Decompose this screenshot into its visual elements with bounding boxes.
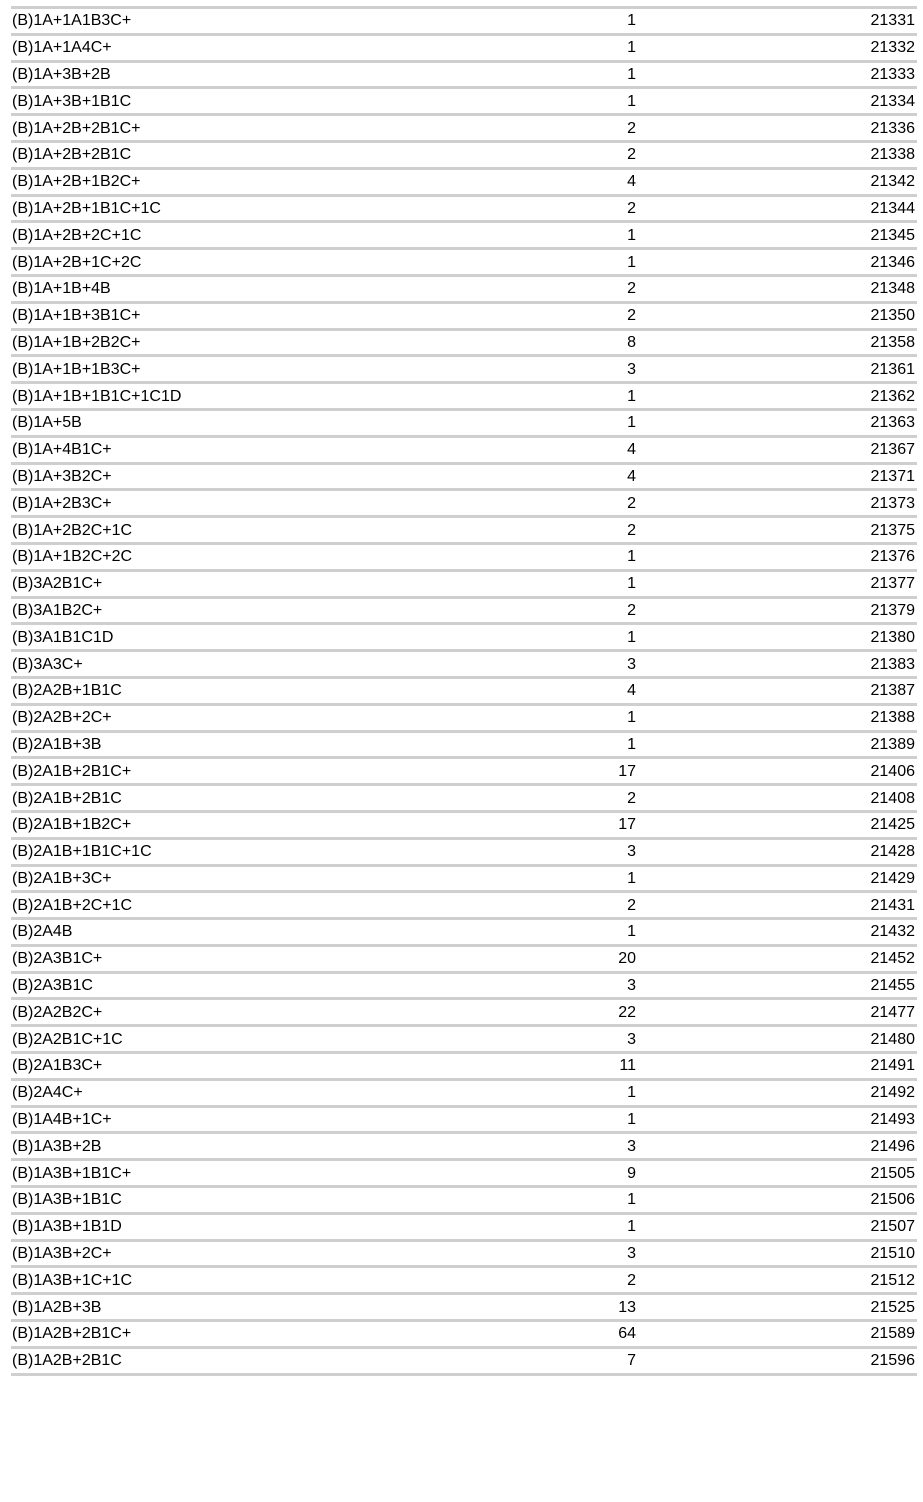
table-row <box>11 1134 917 1161</box>
code-cell: (B)2A3B1C <box>12 977 93 995</box>
table-row <box>11 1161 917 1188</box>
code-cell: (B)3A2B1C+ <box>12 575 103 593</box>
code-cell: (B)1A+2B+2B1C+ <box>12 119 141 137</box>
cumulative-cell: 21387 <box>870 682 915 700</box>
cumulative-cell: 21346 <box>870 253 915 271</box>
count-cell: 4 <box>627 467 636 485</box>
count-cell: 1 <box>627 65 636 83</box>
cumulative-cell: 21377 <box>870 575 915 593</box>
table-row <box>11 1322 917 1349</box>
cumulative-cell: 21380 <box>870 628 915 646</box>
table-row <box>11 1188 917 1215</box>
code-cell: (B)2A2B1C+1C <box>12 1030 123 1048</box>
count-cell: 20 <box>618 950 636 968</box>
code-cell: (B)2A3B1C+ <box>12 950 103 968</box>
table-row <box>11 63 917 90</box>
code-cell: (B)1A+1A4C+ <box>12 39 112 57</box>
count-cell: 64 <box>618 1325 636 1343</box>
cumulative-cell: 21334 <box>870 92 915 110</box>
count-cell: 2 <box>627 521 636 539</box>
table-row <box>11 411 917 438</box>
count-cell: 22 <box>618 1003 636 1021</box>
count-cell: 4 <box>627 173 636 191</box>
code-cell: (B)1A+2B2C+1C <box>12 521 133 539</box>
count-cell: 1 <box>627 1111 636 1129</box>
cumulative-cell: 21428 <box>870 843 915 861</box>
cumulative-cell: 21496 <box>870 1137 915 1155</box>
count-cell: 2 <box>627 789 636 807</box>
cumulative-cell: 21506 <box>870 1191 915 1209</box>
count-cell: 2 <box>627 199 636 217</box>
cumulative-cell: 21477 <box>870 1003 915 1021</box>
count-cell: 11 <box>619 1057 636 1075</box>
cumulative-cell: 21333 <box>870 65 915 83</box>
table-row <box>11 89 917 116</box>
table-row <box>11 384 917 411</box>
count-cell: 17 <box>618 816 636 834</box>
count-cell: 1 <box>627 12 636 30</box>
code-cell: (B)1A+1B2C+2C <box>12 548 133 566</box>
cumulative-cell: 21425 <box>870 816 915 834</box>
cumulative-cell: 21371 <box>870 467 915 485</box>
code-cell: (B)1A+1B+2B2C+ <box>12 333 141 351</box>
table-row <box>11 599 917 626</box>
table-row <box>11 438 917 465</box>
count-cell: 1 <box>627 709 636 727</box>
code-cell: (B)2A1B+1B1C+1C <box>12 843 152 861</box>
count-cell: 1 <box>627 39 636 57</box>
table-row <box>11 143 917 170</box>
count-cell: 7 <box>627 1352 636 1370</box>
cumulative-cell: 21350 <box>870 307 915 325</box>
code-cell: (B)1A2B+2B1C+ <box>12 1325 132 1343</box>
table-row <box>11 813 917 840</box>
code-cell: (B)2A1B+2C+1C <box>12 896 133 914</box>
count-cell: 3 <box>627 843 636 861</box>
cumulative-cell: 21336 <box>870 119 915 137</box>
cumulative-cell: 21452 <box>870 950 915 968</box>
cumulative-cell: 21376 <box>870 548 915 566</box>
table-row <box>11 170 917 197</box>
cumulative-cell: 21491 <box>870 1057 915 1075</box>
count-cell: 1 <box>627 923 636 941</box>
cumulative-cell: 21375 <box>870 521 915 539</box>
count-cell: 1 <box>627 575 636 593</box>
count-cell: 2 <box>627 601 636 619</box>
table-row <box>11 331 917 358</box>
code-cell: (B)1A+4B1C+ <box>12 441 112 459</box>
count-cell: 1 <box>627 628 636 646</box>
code-cell: (B)1A+2B3C+ <box>12 494 112 512</box>
table-row <box>11 1000 917 1027</box>
cumulative-cell: 21342 <box>870 173 915 191</box>
code-cell: (B)1A+1A1B3C+ <box>12 12 132 30</box>
table-row <box>11 840 917 867</box>
code-cell: (B)2A1B+2B1C <box>12 789 122 807</box>
cumulative-cell: 21408 <box>870 789 915 807</box>
cumulative-cell: 21367 <box>870 441 915 459</box>
table-row <box>11 920 917 947</box>
data-table <box>11 6 917 1376</box>
count-cell: 1 <box>627 1084 636 1102</box>
table-row <box>11 197 917 224</box>
code-cell: (B)2A2B+1B1C <box>12 682 122 700</box>
table-row <box>11 545 917 572</box>
count-cell: 1 <box>627 548 636 566</box>
code-cell: (B)1A+2B+1C+2C <box>12 253 142 271</box>
code-cell: (B)1A2B+3B <box>12 1298 102 1316</box>
code-cell: (B)1A+1B+4B <box>12 280 111 298</box>
code-cell: (B)2A2B+2C+ <box>12 709 112 727</box>
code-cell: (B)2A1B+3C+ <box>12 869 112 887</box>
table-row <box>11 491 917 518</box>
cumulative-cell: 21589 <box>870 1325 915 1343</box>
table-row <box>11 36 917 63</box>
count-cell: 1 <box>627 253 636 271</box>
table-row <box>11 572 917 599</box>
code-cell: (B)2A1B3C+ <box>12 1057 103 1075</box>
cumulative-cell: 21345 <box>870 226 915 244</box>
count-cell: 1 <box>627 869 636 887</box>
code-cell: (B)1A+3B2C+ <box>12 467 112 485</box>
cumulative-cell: 21331 <box>870 12 915 30</box>
cumulative-cell: 21429 <box>870 869 915 887</box>
cumulative-cell: 21493 <box>870 1111 915 1129</box>
table-row <box>11 679 917 706</box>
cumulative-cell: 21338 <box>870 146 915 164</box>
count-cell: 13 <box>618 1298 636 1316</box>
cumulative-cell: 21596 <box>870 1352 915 1370</box>
table-row <box>11 974 917 1001</box>
count-cell: 2 <box>627 280 636 298</box>
cumulative-cell: 21373 <box>870 494 915 512</box>
table-row <box>11 1081 917 1108</box>
count-cell: 1 <box>627 1191 636 1209</box>
table-row <box>11 9 917 36</box>
code-cell: (B)1A4B+1C+ <box>12 1111 112 1129</box>
cumulative-cell: 21332 <box>870 39 915 57</box>
count-cell: 2 <box>627 896 636 914</box>
count-cell: 4 <box>627 441 636 459</box>
code-cell: (B)1A+3B+2B <box>12 65 111 83</box>
count-cell: 9 <box>627 1164 636 1182</box>
cumulative-cell: 21505 <box>870 1164 915 1182</box>
cumulative-cell: 21507 <box>870 1218 915 1236</box>
cumulative-cell: 21406 <box>870 762 915 780</box>
code-cell: (B)1A2B+2B1C <box>12 1352 122 1370</box>
count-cell: 2 <box>627 307 636 325</box>
table-row <box>11 1268 917 1295</box>
code-cell: (B)1A+2B+2C+1C <box>12 226 142 244</box>
cumulative-cell: 21358 <box>870 333 915 351</box>
table-row <box>11 357 917 384</box>
table-row <box>11 250 917 277</box>
cumulative-cell: 21389 <box>870 735 915 753</box>
code-cell: (B)1A3B+1B1C+ <box>12 1164 132 1182</box>
table-row <box>11 1242 917 1269</box>
count-cell: 3 <box>627 1137 636 1155</box>
table-row <box>11 223 917 250</box>
count-cell: 8 <box>627 333 636 351</box>
table-row <box>11 518 917 545</box>
count-cell: 2 <box>627 494 636 512</box>
cumulative-cell: 21432 <box>870 923 915 941</box>
cumulative-cell: 21525 <box>870 1298 915 1316</box>
table-row <box>11 786 917 813</box>
count-cell: 1 <box>627 414 636 432</box>
code-cell: (B)1A+1B+3B1C+ <box>12 307 141 325</box>
table-row <box>11 867 917 894</box>
code-cell: (B)1A+2B+2B1C <box>12 146 132 164</box>
cumulative-cell: 21361 <box>870 360 915 378</box>
count-cell: 2 <box>627 119 636 137</box>
count-cell: 3 <box>627 360 636 378</box>
cumulative-cell: 21510 <box>870 1245 915 1263</box>
count-cell: 1 <box>627 1218 636 1236</box>
code-cell: (B)1A+2B+1B1C+1C <box>12 199 161 217</box>
code-cell: (B)2A1B+2B1C+ <box>12 762 132 780</box>
cumulative-cell: 21348 <box>870 280 915 298</box>
count-cell: 3 <box>627 977 636 995</box>
cumulative-cell: 21492 <box>870 1084 915 1102</box>
code-cell: (B)1A+1B+1B3C+ <box>12 360 141 378</box>
table-row <box>11 733 917 760</box>
table-row <box>11 893 917 920</box>
code-cell: (B)1A3B+2B <box>12 1137 102 1155</box>
count-cell: 2 <box>627 1271 636 1289</box>
table-row <box>11 1215 917 1242</box>
table-row <box>11 759 917 786</box>
code-cell: (B)2A4B <box>12 923 73 941</box>
count-cell: 1 <box>627 226 636 244</box>
table-row <box>11 1108 917 1135</box>
code-cell: (B)1A3B+1B1D <box>12 1218 122 1236</box>
cumulative-cell: 21455 <box>870 977 915 995</box>
table-row <box>11 465 917 492</box>
cumulative-cell: 21480 <box>870 1030 915 1048</box>
table-row <box>11 652 917 679</box>
code-cell: (B)1A+3B+1B1C <box>12 92 132 110</box>
code-cell: (B)2A4C+ <box>12 1084 83 1102</box>
cumulative-cell: 21362 <box>870 387 915 405</box>
code-cell: (B)2A1B+3B <box>12 735 102 753</box>
table-row <box>11 625 917 652</box>
cumulative-cell: 21512 <box>870 1271 915 1289</box>
count-cell: 1 <box>627 735 636 753</box>
count-cell: 3 <box>627 1030 636 1048</box>
count-cell: 3 <box>627 1245 636 1263</box>
table-row <box>11 1349 917 1376</box>
table-row <box>11 1054 917 1081</box>
code-cell: (B)1A3B+1C+1C <box>12 1271 133 1289</box>
table-row <box>11 277 917 304</box>
table-row <box>11 1027 917 1054</box>
cumulative-cell: 21431 <box>870 896 915 914</box>
count-cell: 1 <box>627 92 636 110</box>
table-row <box>11 1295 917 1322</box>
count-cell: 4 <box>627 682 636 700</box>
count-cell: 2 <box>627 146 636 164</box>
table-row <box>11 116 917 143</box>
code-cell: (B)3A3C+ <box>12 655 83 673</box>
code-cell: (B)1A+1B+1B1C+1C1D <box>12 387 182 405</box>
cumulative-cell: 21388 <box>870 709 915 727</box>
table-row <box>11 706 917 733</box>
code-cell: (B)1A+5B <box>12 414 82 432</box>
count-cell: 3 <box>627 655 636 673</box>
code-cell: (B)2A1B+1B2C+ <box>12 816 132 834</box>
code-cell: (B)2A2B2C+ <box>12 1003 103 1021</box>
code-cell: (B)3A1B2C+ <box>12 601 103 619</box>
table-row <box>11 304 917 331</box>
count-cell: 17 <box>618 762 636 780</box>
code-cell: (B)1A3B+1B1C <box>12 1191 122 1209</box>
table-row <box>11 947 917 974</box>
code-cell: (B)3A1B1C1D <box>12 628 114 646</box>
cumulative-cell: 21344 <box>870 199 915 217</box>
code-cell: (B)1A3B+2C+ <box>12 1245 112 1263</box>
code-cell: (B)1A+2B+1B2C+ <box>12 173 141 191</box>
cumulative-cell: 21383 <box>870 655 915 673</box>
cumulative-cell: 21379 <box>870 601 915 619</box>
cumulative-cell: 21363 <box>870 414 915 432</box>
count-cell: 1 <box>627 387 636 405</box>
